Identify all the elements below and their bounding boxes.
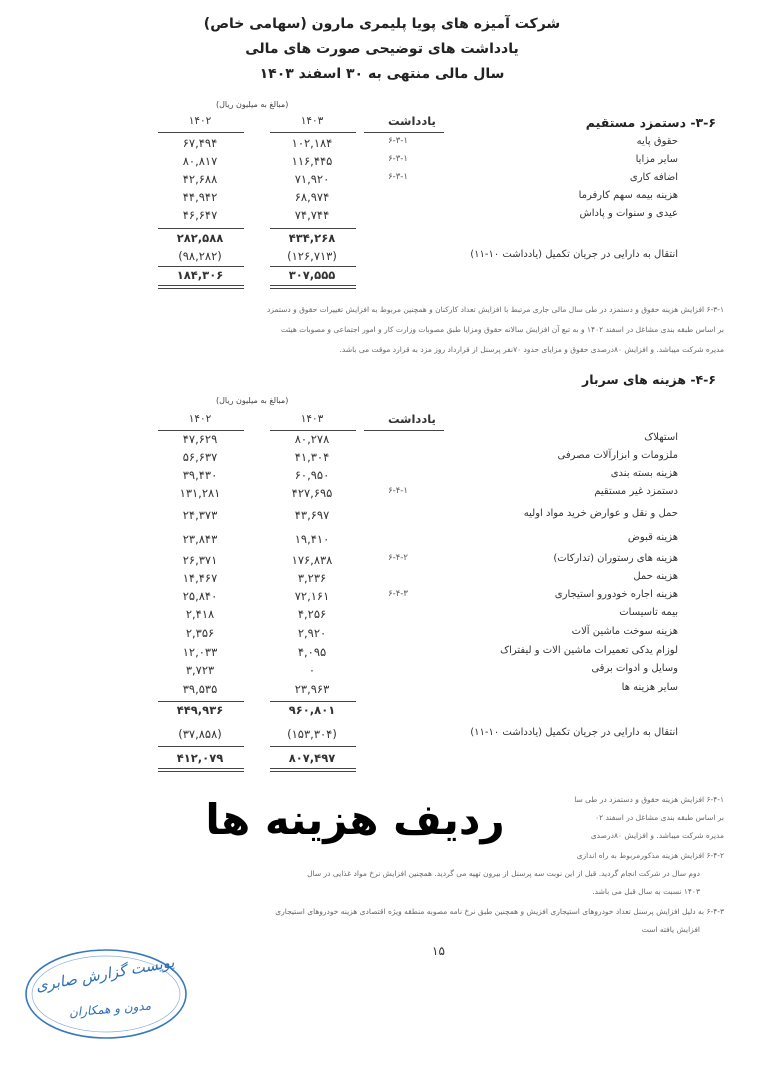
table-row [0,486,764,504]
double-underline [158,285,244,289]
value-1403: ۱۷۶,۸۳۸ [291,553,333,567]
column-header-1402: ۱۴۰۲ [188,413,212,425]
divider [158,430,244,431]
value-1403: ۷۱,۹۲۰ [294,172,330,186]
row-label: اضافه کاری [629,172,678,183]
transfer-row [0,249,764,267]
total-row [0,231,764,249]
value-1403: ۶۸,۹۷۴ [294,190,330,204]
transfer-label: انتقال به دارایی در جریان تکمیل (یادداشت ۱۰-۱۱) [470,249,678,260]
row-label: هزینه حمل [633,571,678,582]
transfer-1403: (۱۵۳,۳۰۴) [287,727,337,741]
value-1402: ۴۲,۶۸۸ [182,172,218,186]
table-row [0,589,764,607]
value-1402: ۴۷,۶۲۹ [182,432,218,446]
footnote-line: ۶-۴-۳ به دلیل افزایش پرسنل تعداد خودروهای استیجاری افزیش و همچنین طبق نرخ نامه مصوبه منطقه ویژه اقتصادی هزینه خودروهای استیجاری [275,907,724,916]
row-label: بیمه تاسیسات [619,607,678,618]
section-title-overhead: ۴-۶- هزینه های سربار [582,372,716,387]
table-row [0,172,764,190]
divider [270,746,356,747]
column-header-1402: ۱۴۰۲ [188,115,212,127]
footnote-line: افزایش یافته است [641,925,700,934]
value-1403: ۱۹,۴۱۰ [294,532,330,546]
section-title-direct-labor: ۳-۶- دستمزد مستقیم [585,115,716,130]
row-label: هزینه بیمه سهم کارفرما [578,190,678,201]
footnote-line: ۶-۴-۲ افزایش هزینه مذکورمربوط به راه اندازی [576,851,724,860]
divider [270,132,356,133]
double-underline [270,768,356,772]
table-row [0,136,764,154]
divider [158,132,244,133]
total-row [0,703,764,721]
row-label: هزینه های رستوران (تدارکات) [553,553,678,564]
divider [158,266,244,267]
row-label: استهلاک [644,432,678,443]
total-1403: ۴۳۴,۲۶۸ [288,231,336,245]
footnote-line: دوم سال در شرکت انجام گردید. قبل از این نوبت سه پرسنل از بیرون تهیه می گردید. همچنین افزایش نرخ مواد غذایی در سال [307,869,700,878]
value-1403: ۴۱,۳۰۴ [294,450,330,464]
divider [270,430,356,431]
footnote-line: ۶-۳-۱ افزایش هزینه حقوق و دستمزد در طی سال مالی جاری مرتبط با افزایش تعداد کارکنان و همچنین مربوط به افزایش تغییرات حقوق و دستمزد [267,305,724,314]
row-label: دستمزد غیر مستقیم [594,486,678,497]
table-row [0,607,764,625]
footnote-line: ۱۴۰۳ نسبت به سال قبل می باشد. [592,887,700,896]
note-column-header: یادداشت [388,114,436,128]
value-1403: ۱۰۲,۱۸۴ [291,136,333,150]
note-ref: ۶-۳-۱ [388,136,408,146]
stamp-line: مدون و همکاران [68,998,152,1020]
table-row [0,663,764,681]
transfer-1403: (۱۲۶,۷۱۳) [287,249,337,263]
column-header-1403: ۱۴۰۳ [300,115,324,127]
value-1402: ۳,۷۲۳ [185,663,215,677]
value-1403: ۲۳,۹۶۳ [294,682,330,696]
value-1402: ۲۳,۸۴۳ [182,532,218,546]
net-row [0,751,764,769]
unit-label: (مبالغ به میلیون ریال) [216,396,289,405]
total-1403: ۹۶۰,۸۰۱ [288,703,336,717]
value-1402: ۱۴,۴۶۷ [182,571,218,585]
divider [270,701,356,702]
table-row [0,508,764,526]
row-label: لوزام یدکی تعمیرات ماشین الات و لیفتراک [500,645,678,656]
value-1402: ۲,۴۱۸ [185,607,215,621]
row-label: هزینه قبوض [627,532,678,543]
table-row [0,208,764,226]
fiscal-period: سال مالی منتهی به ۳۰ اسفند ۱۴۰۳ [259,66,505,82]
value-1403: ۸۰,۲۷۸ [294,432,330,446]
document-header [0,12,764,87]
divider [364,430,444,431]
table-row [0,571,764,589]
row-label: هزینه بسته بندی [610,468,678,479]
stamp-line: پویست گزارش صابری [34,952,176,996]
value-1402: ۶۷,۴۹۴ [182,136,218,150]
value-1402: ۲۴,۳۷۳ [182,508,218,522]
footnote-line: مدیره شرکت میباشد. و افزایش ۸۰درصدی حقوق و مزایای حدود ۷۰نفر پرسنل از قرارداد روز مزد به قرارد موقت می باشد. [339,345,724,354]
net-1402: ۱۸۴,۳۰۶ [176,268,224,282]
overlay-caption: ردیف هزینه ها [205,795,505,844]
divider [270,266,356,267]
net-row [0,268,764,286]
value-1402: ۱۲,۰۳۳ [182,645,218,659]
footnote-line: بر اساس طبقه بندی مشاغل در اسفند ۱۴۰۲ و به تبع آن افزایش سالانه حقوق ومزایا طبق مصوبات وزارت کار و امور اجتماعی و مصوبات هیئت [280,325,724,334]
value-1402: ۳۹,۵۳۵ [182,682,218,696]
row-label: عیدی و سنوات و پاداش [579,208,678,219]
table-row [0,468,764,486]
row-label: هزینه سوخت ماشین آلات [571,626,678,637]
value-1403: ۱۱۶,۴۴۵ [291,154,333,168]
value-1402: ۸۰,۸۱۷ [182,154,218,168]
value-1403: ۴۲۷,۶۹۵ [291,486,333,500]
double-underline [158,768,244,772]
transfer-1402: (۹۸,۲۸۲) [178,249,222,263]
transfer-1402: (۳۷,۸۵۸) [178,727,222,741]
table-row [0,532,764,550]
column-header-1403: ۱۴۰۳ [300,413,324,425]
divider [158,746,244,747]
divider [158,701,244,702]
table-row [0,450,764,468]
net-1403: ۸۰۷,۴۹۷ [288,751,336,765]
net-1402: ۴۱۲,۰۷۹ [176,751,224,765]
row-label: هزینه اجاره خودورو استیجاری [554,589,678,600]
table-row [0,626,764,644]
value-1403: ۲,۹۲۰ [297,626,327,640]
table-row [0,553,764,571]
document-subtitle: یادداشت های توضیحی صورت های مالی [245,41,519,57]
value-1402: ۵۶,۶۳۷ [182,450,218,464]
note-ref: ۶-۴-۳ [388,589,408,599]
table-row [0,190,764,208]
value-1402: ۲,۳۵۶ [185,626,215,640]
table-row [0,682,764,700]
value-1403: ۴,۰۹۵ [297,645,327,659]
footnote-line: ۶-۴-۱ افزایش هزینه حقوق و دستمزد در طی سا [574,795,724,804]
table-row [0,432,764,450]
row-label: سایر هزینه ها [621,682,678,693]
value-1402: ۲۶,۳۷۱ [182,553,218,567]
row-label: وسایل و ادوات برقی [591,663,678,674]
company-name: شرکت آمیزه های پویا پلیمری مارون (سهامی خاص) [203,16,561,32]
total-1402: ۲۸۲,۵۸۸ [176,231,224,245]
total-1402: ۴۴۹,۹۳۶ [176,703,224,717]
row-label: حمل و نقل و عوارض خرید مواد اولیه [523,508,678,519]
value-1403: ۶۰,۹۵۰ [294,468,330,482]
table-row [0,154,764,172]
value-1403: ۰ [308,663,316,677]
footnote-line: مدیره شرکت میباشد. و افزایش ۸۰درصدی [590,831,724,840]
row-label: ملزومات و ابزارآلات مصرفی [557,450,678,461]
value-1403: ۷۲,۱۶۱ [294,589,330,603]
note-ref: ۶-۳-۱ [388,154,408,164]
transfer-row [0,727,764,745]
note-ref: ۶-۴-۲ [388,553,408,563]
note-ref: ۶-۳-۱ [388,172,408,182]
net-1403: ۳۰۷,۵۵۵ [288,268,336,282]
unit-label: (مبالغ به میلیون ریال) [216,100,289,109]
value-1403: ۴۳,۶۹۷ [294,508,330,522]
table-row [0,645,764,663]
row-label: حقوق پایه [636,136,678,147]
value-1402: ۱۳۱,۲۸۱ [179,486,221,500]
divider [364,132,444,133]
value-1403: ۷۴,۷۴۴ [294,208,330,222]
value-1402: ۴۶,۶۴۷ [182,208,218,222]
divider [158,228,244,229]
row-label: سایر مزایا [635,154,678,165]
transfer-label: انتقال به دارایی در جریان تکمیل (یادداشت ۱۰-۱۱) [470,727,678,738]
value-1402: ۳۹,۴۳۰ [182,468,218,482]
footnote-line: بر اساس طبقه بندی مشاغل در اسفند ۰۲ [595,813,724,822]
value-1403: ۴,۲۵۶ [297,607,327,621]
note-column-header: یادداشت [388,412,436,426]
value-1402: ۲۵,۸۴۰ [182,589,218,603]
value-1403: ۳,۲۳۶ [297,571,327,585]
note-ref: ۶-۴-۱ [388,486,408,496]
double-underline [270,285,356,289]
page-number: ۱۵ [432,944,445,958]
divider [270,228,356,229]
value-1402: ۴۴,۹۴۲ [182,190,218,204]
